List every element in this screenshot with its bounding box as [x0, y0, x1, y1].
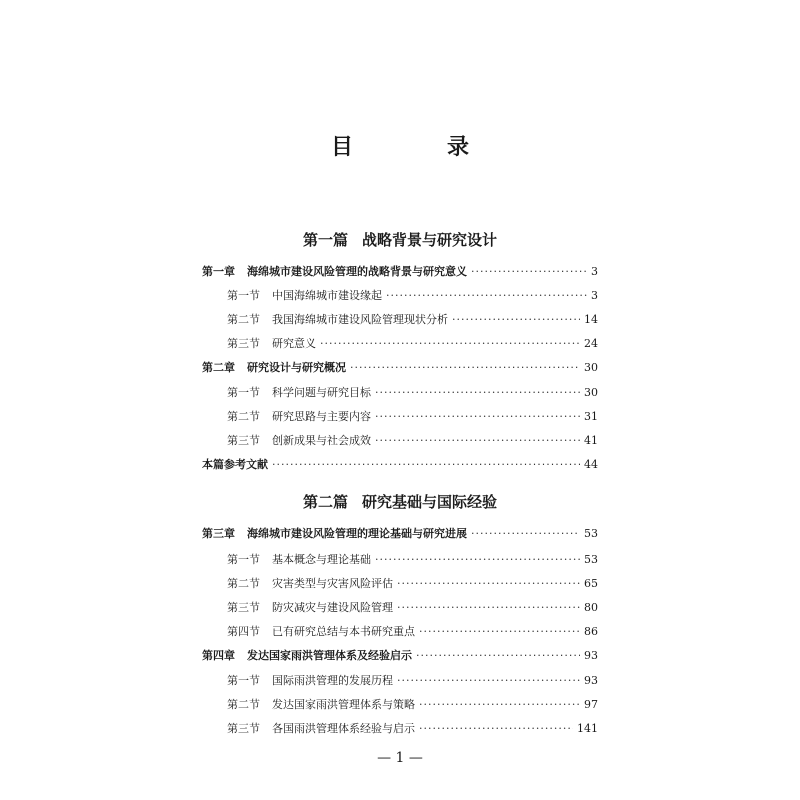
part-title: 战略背景与研究设计	[362, 231, 498, 249]
entry-title: 各国雨洪管理体系经验与启示	[272, 722, 415, 735]
part-heading-1	[0, 229, 800, 250]
entry-page: 24	[584, 337, 598, 350]
toc-entry-section[interactable]	[227, 385, 598, 401]
entry-title: 本篇参考文献	[202, 458, 268, 471]
toc-entry-section[interactable]	[227, 409, 598, 425]
entry-page: 80	[584, 601, 598, 614]
entry-page: 65	[584, 577, 598, 590]
dot-leader	[471, 264, 587, 280]
entry-number: 第三节	[227, 722, 260, 735]
dot-leader	[416, 648, 580, 664]
dot-leader	[452, 312, 580, 328]
entry-number: 第四章	[202, 649, 235, 662]
dot-leader	[272, 457, 580, 473]
entry-number: 第三节	[227, 601, 260, 614]
dot-leader	[419, 697, 580, 713]
entry-title: 研究思路与主要内容	[272, 410, 371, 423]
entry-number: 第一节	[227, 386, 260, 399]
entry-title: 科学问题与研究目标	[272, 386, 371, 399]
toc-entry-section[interactable]	[227, 336, 598, 352]
dot-leader	[375, 409, 580, 425]
page-title: 目 录	[330, 135, 505, 160]
toc-entry-section[interactable]	[227, 673, 598, 689]
dot-leader	[397, 673, 580, 689]
entry-page: 93	[584, 674, 598, 687]
entry-title: 研究意义	[272, 337, 316, 350]
toc-entry-section[interactable]	[227, 624, 598, 640]
entry-page: 53	[584, 527, 598, 540]
entry-page: 97	[584, 698, 598, 711]
entry-page: 31	[584, 410, 598, 423]
toc-entry-section[interactable]	[227, 312, 598, 328]
entry-number: 第三节	[227, 337, 260, 350]
entry-title: 创新成果与社会成效	[272, 434, 371, 447]
entry-title: 研究设计与研究概况	[247, 361, 346, 374]
entry-number: 第一节	[227, 289, 260, 302]
entry-page: 86	[584, 625, 598, 638]
entry-number: 第二章	[202, 361, 235, 374]
dot-leader	[386, 288, 587, 304]
entry-number: 第三章	[202, 527, 235, 540]
entry-title: 防灾减灾与建设风险管理	[272, 601, 393, 614]
dot-leader	[320, 336, 580, 352]
entry-number: 第一节	[227, 674, 260, 687]
page-number-footer: — 1 —	[377, 750, 423, 766]
toc-entry-chapter-1[interactable]	[202, 264, 598, 280]
part-label: 第一篇	[302, 231, 348, 249]
toc-entry-section[interactable]	[227, 600, 598, 616]
entry-title: 灾害类型与灾害风险评估	[272, 577, 393, 590]
toc-entry-section[interactable]	[227, 697, 598, 713]
entry-title: 海绵城市建设风险管理的理论基础与研究进展	[247, 527, 467, 540]
entry-page: 30	[584, 386, 598, 399]
entry-number: 第二节	[227, 577, 260, 590]
toc-entry-section[interactable]	[227, 288, 598, 304]
entry-number: 第一节	[227, 553, 260, 566]
entry-title: 发达国家雨洪管理体系及经验启示	[247, 649, 412, 662]
dot-leader	[375, 552, 580, 568]
part-title: 研究基础与国际经验	[362, 493, 498, 511]
entry-page: 14	[584, 313, 598, 326]
dot-leader	[397, 600, 580, 616]
dot-leader	[419, 721, 573, 737]
entry-number: 第三节	[227, 434, 260, 447]
entry-title: 海绵城市建设风险管理的战略背景与研究意义	[247, 265, 467, 278]
entry-title: 国际雨洪管理的发展历程	[272, 674, 393, 687]
toc-entry-chapter-2[interactable]	[202, 360, 598, 376]
entry-title: 已有研究总结与本书研究重点	[272, 625, 415, 638]
toc-entry-references[interactable]	[202, 457, 598, 473]
dot-leader	[397, 576, 580, 592]
dot-leader	[375, 433, 580, 449]
toc-entry-section[interactable]	[227, 576, 598, 592]
entry-number: 第二节	[227, 313, 260, 326]
dot-leader	[471, 526, 580, 542]
entry-title: 发达国家雨洪管理体系与策略	[272, 698, 415, 711]
entry-number: 第一章	[202, 265, 235, 278]
entry-number: 第二节	[227, 410, 260, 423]
entry-page: 3	[591, 265, 598, 278]
toc-entry-section[interactable]	[227, 552, 598, 568]
toc-entry-section[interactable]	[227, 721, 598, 737]
toc-entry-chapter-4[interactable]	[202, 648, 598, 664]
dot-leader	[419, 624, 580, 640]
entry-page: 141	[577, 722, 598, 735]
entry-title: 基本概念与理论基础	[272, 553, 371, 566]
part-label: 第二篇	[302, 493, 348, 511]
dot-leader	[350, 360, 580, 376]
entry-title: 我国海绵城市建设风险管理现状分析	[272, 313, 448, 326]
entry-number: 第二节	[227, 698, 260, 711]
part-heading-2	[0, 491, 800, 512]
entry-page: 44	[584, 458, 598, 471]
entry-page: 93	[584, 649, 598, 662]
entry-number: 第四节	[227, 625, 260, 638]
entry-page: 3	[591, 289, 598, 302]
entry-page: 41	[584, 434, 598, 447]
entry-page: 53	[584, 553, 598, 566]
entry-title: 中国海绵城市建设缘起	[272, 289, 382, 302]
toc-entry-section[interactable]	[227, 433, 598, 449]
toc-entry-chapter-3[interactable]	[202, 526, 598, 542]
entry-page: 30	[584, 361, 598, 374]
dot-leader	[375, 385, 580, 401]
